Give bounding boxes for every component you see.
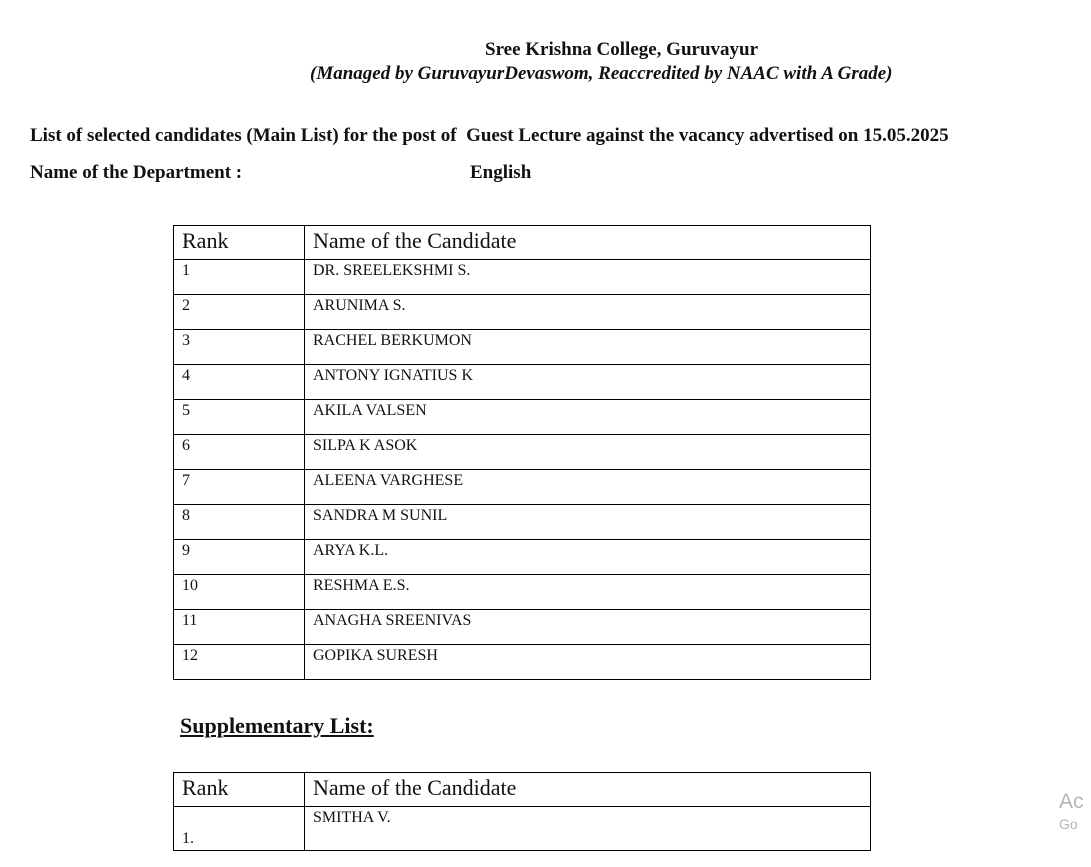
table-row — [174, 540, 871, 575]
candidate-name-cell: SANDRA M SUNIL — [305, 505, 871, 540]
candidate-name-cell: ARYA K.L. — [305, 540, 871, 575]
column-header-rank: Rank — [174, 226, 305, 260]
list-heading: List of selected candidates (Main List) for the post of Guest Lecture against the vacancy advertised on 15.05.2025 — [30, 125, 949, 146]
candidate-name-cell: ANAGHA SREENIVAS — [305, 610, 871, 645]
rank-cell: 6 — [174, 435, 305, 470]
rank-cell: 5 — [174, 400, 305, 435]
rank-cell: 1 — [174, 260, 305, 295]
supplementary-list-heading: Supplementary List: — [180, 713, 374, 738]
rank-cell: 4 — [174, 365, 305, 400]
rank-cell: 1. — [174, 807, 305, 851]
candidate-name-cell: ARUNIMA S. — [305, 295, 871, 330]
rank-cell: 12 — [174, 645, 305, 680]
table-row — [174, 400, 871, 435]
column-header-rank: Rank — [174, 773, 305, 807]
table-row — [174, 645, 871, 680]
candidate-name-cell: RESHMA E.S. — [305, 575, 871, 610]
college-name: Sree Krishna College, Guruvayur — [485, 39, 759, 60]
table-row — [174, 295, 871, 330]
table-header-row — [174, 226, 871, 260]
activate-windows-watermark-line2: Go — [1059, 816, 1078, 832]
table-row — [174, 575, 871, 610]
supplementary-list-table — [173, 772, 871, 851]
candidate-name-cell: SMITHA V. — [305, 807, 871, 851]
table-row — [174, 807, 871, 851]
department-value: English — [470, 162, 532, 183]
table-row — [174, 470, 871, 505]
column-header-name: Name of the Candidate — [305, 226, 871, 260]
rank-cell: 10 — [174, 575, 305, 610]
table-row — [174, 260, 871, 295]
table-header-row — [174, 773, 871, 807]
candidate-name-cell: ALEENA VARGHESE — [305, 470, 871, 505]
column-header-name: Name of the Candidate — [305, 773, 871, 807]
candidate-name-cell: GOPIKA SURESH — [305, 645, 871, 680]
rank-cell: 2 — [174, 295, 305, 330]
rank-cell: 3 — [174, 330, 305, 365]
main-list-table — [173, 225, 871, 680]
candidate-name-cell: RACHEL BERKUMON — [305, 330, 871, 365]
candidate-name-cell: DR. SREELEKSHMI S. — [305, 260, 871, 295]
table-row — [174, 610, 871, 645]
candidate-name-cell: SILPA K ASOK — [305, 435, 871, 470]
rank-cell: 11 — [174, 610, 305, 645]
candidate-name-cell: AKILA VALSEN — [305, 400, 871, 435]
table-row — [174, 435, 871, 470]
college-subtitle: (Managed by GuruvayurDevaswom, Reaccredited by NAAC with A Grade) — [310, 63, 893, 84]
rank-cell: 8 — [174, 505, 305, 540]
rank-cell: 9 — [174, 540, 305, 575]
table-row — [174, 505, 871, 540]
table-row — [174, 330, 871, 365]
table-row — [174, 365, 871, 400]
candidate-name-cell: ANTONY IGNATIUS K — [305, 365, 871, 400]
activate-windows-watermark-line1: Ac — [1059, 790, 1084, 813]
rank-cell: 7 — [174, 470, 305, 505]
department-label: Name of the Department : — [30, 162, 243, 183]
